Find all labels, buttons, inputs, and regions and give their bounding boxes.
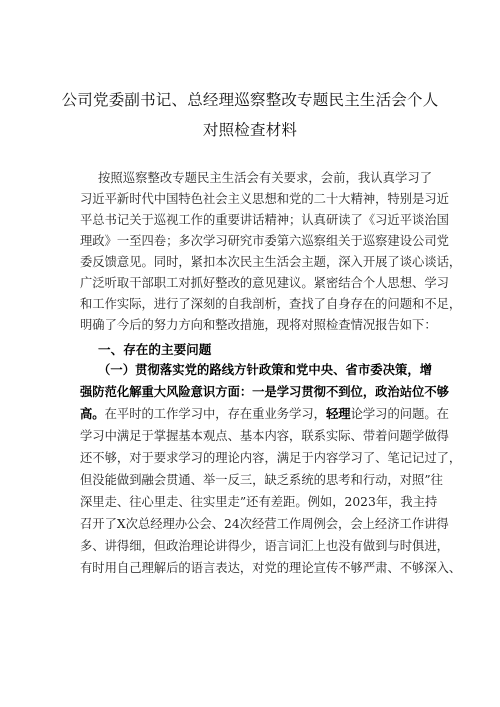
intro-line: 按照巡察整改专题民主生活会有关要求，会前，我认真学习了: [98, 171, 432, 185]
section-heading: 一、存在的主要问题: [98, 342, 212, 357]
intro-line: 平总书记关于巡视工作的重要讲话精神；认真研读了《习近平谈治国: [80, 213, 449, 227]
intro-line: 广泛听取干部职工对抓好整改的意见建议。紧密结合个人思想、学习: [80, 276, 449, 290]
subsection-heading-line: （一）贯彻落实党的路线方针政策和党中央、省市委决策，增: [98, 362, 432, 377]
body-line: 召开了X次总经理办公会、24次经营工作周例会，会上经济工作讲得: [80, 517, 449, 531]
bold-text: 轻理: [325, 406, 351, 421]
intro-line: 习近平新时代中国特色社会主义思想和党的二十大精神，特别是习近: [80, 192, 449, 206]
body-text: 论学习的问题。在: [350, 407, 449, 421]
body-line: 但没能做到融会贯通、举一反三，缺乏系统的思考和行动，对照”往: [80, 473, 443, 487]
document-title-line1: 公司党委副书记、总经理巡察整改专题民主生活会个人: [61, 91, 439, 109]
bold-text: 高。: [80, 406, 105, 421]
body-line: 有时用自己理解后的语言表达，对党的理论宣传不够严肃、不够深入、: [80, 561, 462, 575]
body-line: 还不够，对于要求学习的理论内容，满足于内容学习了、笔记记过了，: [80, 451, 462, 465]
subsection-heading-line: 强防范化解重大风险意识方面：一是学习贯彻不到位，政治站位不够: [80, 384, 449, 399]
body-line: 学习中满足于掌握基本观点、基本内容，联系实际、带着问题学做得: [80, 429, 449, 443]
intro-line: 委反馈意见。同时，紧扣本次民主生活会主题，深入开展了谈心谈话，: [80, 255, 462, 269]
intro-line: 明确了今后的努力方向和整改措施，现将对照检查情况报告如下：: [80, 318, 437, 332]
intro-line: 和工作实际，进行了深刻的自我剖析，查找了自身存在的问题和不足，: [80, 297, 462, 311]
body-line: 多、讲得细，但政治理论讲得少，语言词汇上也没有做到与时俱进，: [80, 539, 449, 553]
document-title-line2: 对照检查材料: [202, 121, 298, 139]
body-text: 在平时的工作学习中，存在重业务学习，: [104, 407, 326, 421]
intro-line: 理政》一至四卷；多次学习研究市委第六巡察组关于巡察建设公司党: [80, 234, 449, 248]
body-line: 深里走、往心里走、往实里走”还有差距。例如，2023年，我主持: [80, 495, 438, 509]
body-line-mixed: [80, 406, 449, 422]
